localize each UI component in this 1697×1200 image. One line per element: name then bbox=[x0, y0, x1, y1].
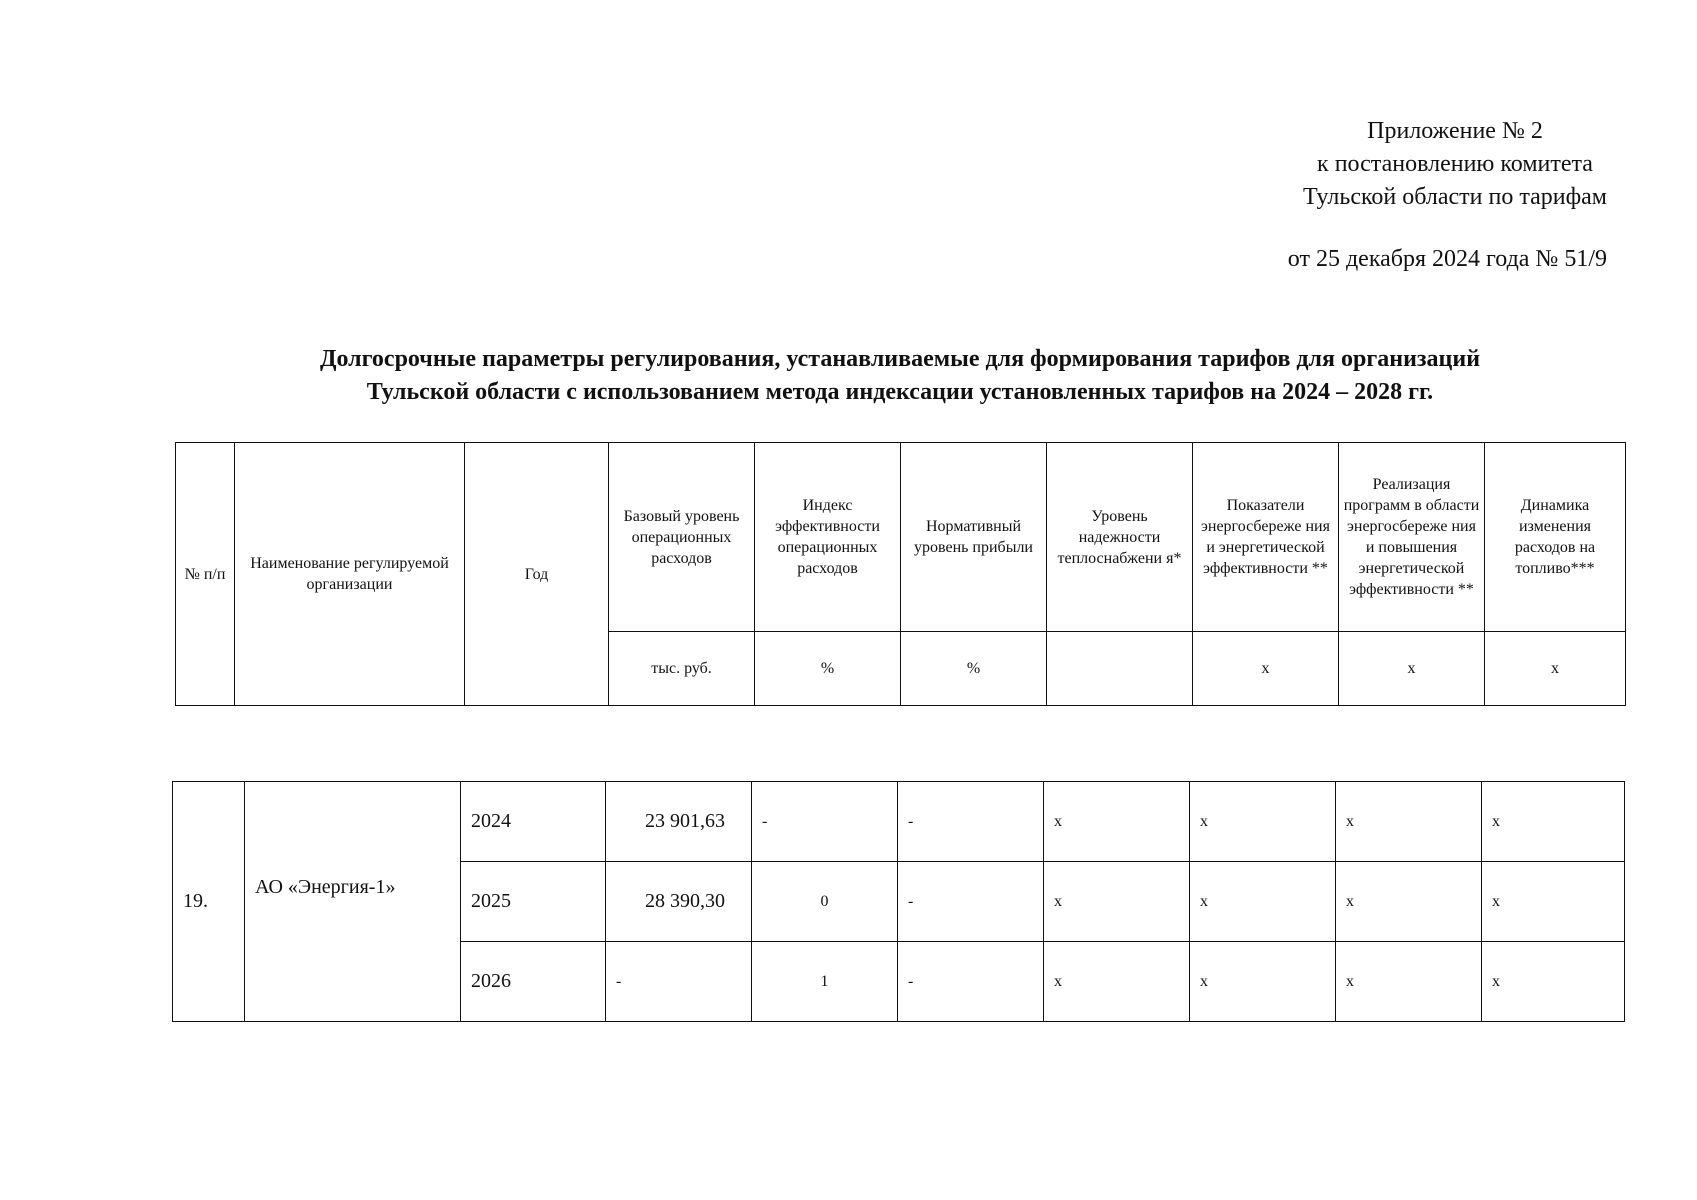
header-org: Наименование регулируемой организации bbox=[235, 443, 465, 706]
table-row bbox=[173, 782, 1625, 862]
appendix-line: к постановлению комитета bbox=[1317, 151, 1593, 177]
row-base: - bbox=[606, 942, 752, 1022]
unit-profit: % bbox=[901, 632, 1047, 706]
header-base: Базовый уровень операционных расходов bbox=[609, 443, 755, 632]
decree-date: от 25 декабря 2024 года № 51/9 bbox=[1287, 246, 1607, 272]
data-table bbox=[172, 781, 1625, 1022]
row-profit: - bbox=[898, 942, 1044, 1022]
header-reliability: Уровень надежности теплоснабжени я* bbox=[1047, 443, 1193, 632]
row-programs: х bbox=[1336, 782, 1482, 862]
header-fuel: Динамика изменения расходов на топливо*** bbox=[1485, 443, 1626, 632]
row-programs: х bbox=[1336, 942, 1482, 1022]
row-year: 2026 bbox=[461, 942, 606, 1022]
row-index: - bbox=[752, 782, 898, 862]
row-energy: х bbox=[1190, 782, 1336, 862]
row-fuel: х bbox=[1482, 942, 1625, 1022]
unit-fuel: х bbox=[1485, 632, 1626, 706]
row-energy: х bbox=[1190, 942, 1336, 1022]
row-reliability: х bbox=[1044, 942, 1190, 1022]
unit-energy: х bbox=[1193, 632, 1339, 706]
appendix-line: Тульской области по тарифам bbox=[1302, 184, 1607, 210]
row-num: 19. bbox=[173, 782, 245, 1022]
row-year: 2024 bbox=[461, 782, 606, 862]
row-base: 23 901,63 bbox=[606, 782, 752, 862]
row-base: 28 390,30 bbox=[606, 862, 752, 942]
unit-reliability bbox=[1047, 632, 1193, 706]
header-profit: Нормативный уровень прибыли bbox=[901, 443, 1047, 632]
header-year: Год bbox=[465, 443, 609, 706]
row-profit: - bbox=[898, 782, 1044, 862]
row-fuel: х bbox=[1482, 782, 1625, 862]
row-org: АО «Энергия-1» bbox=[245, 782, 461, 1022]
title-line-2: Тульской области с использованием метода индексации установленных тарифов на 2024 – 2028 гг. bbox=[366, 379, 1434, 405]
row-reliability: х bbox=[1044, 862, 1190, 942]
row-profit: - bbox=[898, 862, 1044, 942]
row-reliability: х bbox=[1044, 782, 1190, 862]
appendix-line: Приложение № 2 bbox=[1367, 118, 1543, 144]
header-table bbox=[175, 442, 1626, 706]
row-index: 1 bbox=[752, 942, 898, 1022]
row-fuel: х bbox=[1482, 862, 1625, 942]
document-title bbox=[175, 343, 1625, 409]
row-programs: х bbox=[1336, 862, 1482, 942]
row-index: 0 bbox=[752, 862, 898, 942]
header-energy: Показатели энергосбереже ния и энергетической эффективности ** bbox=[1193, 443, 1339, 632]
title-line-1: Долгосрочные параметры регулирования, устанавливаемые для формирования тарифов для организаций bbox=[319, 346, 1481, 372]
row-energy: х bbox=[1190, 862, 1336, 942]
row-year: 2025 bbox=[461, 862, 606, 942]
appendix-block bbox=[1303, 115, 1607, 214]
unit-base: тыс. руб. bbox=[609, 632, 755, 706]
unit-index: % bbox=[755, 632, 901, 706]
unit-programs: х bbox=[1339, 632, 1485, 706]
header-num: № п/п bbox=[176, 443, 235, 706]
header-index: Индекс эффективности операционных расходов bbox=[755, 443, 901, 632]
header-programs: Реализация программ в области энергосбереже ния и повышения энергетической эффективности ** bbox=[1339, 443, 1485, 632]
